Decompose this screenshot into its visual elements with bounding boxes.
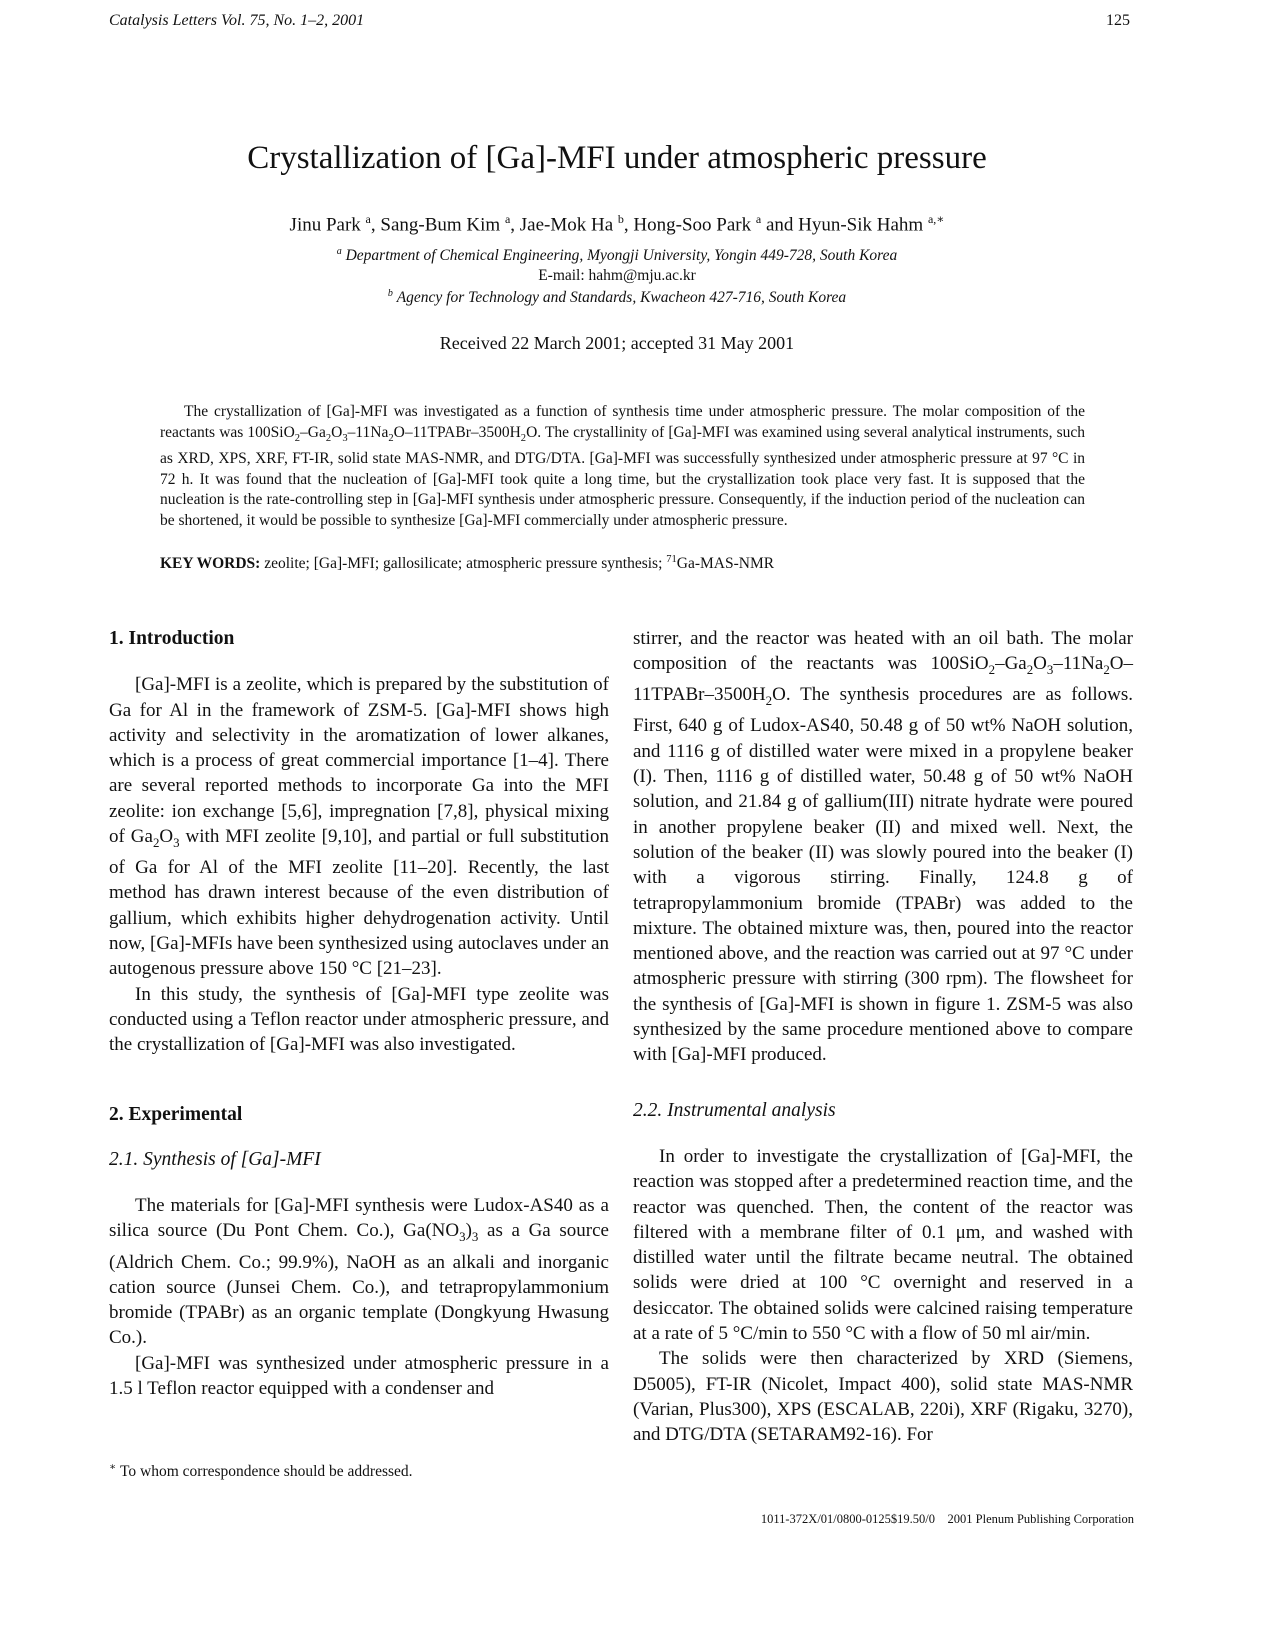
affiliation-a — [0, 246, 1234, 265]
subscript: 3 — [459, 1229, 466, 1245]
footnote-mark: ∗ — [109, 1462, 117, 1473]
subscript: 3 — [471, 1229, 479, 1245]
author-separator: , — [623, 214, 634, 236]
subscript: 3 — [1046, 662, 1054, 678]
body-text: O — [1033, 653, 1047, 675]
author-affil-mark: a — [504, 212, 511, 226]
subscript: 2 — [294, 432, 301, 444]
body-text: –11Na — [1053, 653, 1104, 675]
abstract-text: O. The crystallinity of [Ga]-MFI was examined using several analytical instruments, such as XRD, XPS, XRF, FT-IR, solid state MAS-NMR, and DTG/DTA. [Ga]-MFI was successfully synthesized under atmospheric pressure at 97 °C in 72 h. It was found that the nucleation of [Ga]-MFI took quite a long time, but the crystallization took place very fast. It is supposed that the nucleation is the rate-controlling step in [Ga]-MFI synthesis under atmospheric pressure. Consequently, if the induction period of the nucleation can be shortened, it would be possible to synthesize [Ga]-MFI commercially under atmospheric pressure. — [160, 423, 1085, 530]
body-text: as a Ga source (Aldrich Chem. Co.; 99.9%), NaOH as an alkali and inorganic cation source (Junsei Chem. Co.), and tetrapropylammonium bromide (TPABr) as an organic template (Dongkyung Hwasung Co.). — [109, 1220, 609, 1349]
affiliation-b-mark: b — [387, 288, 393, 299]
author-affil-mark: a — [755, 212, 762, 226]
right-column — [633, 626, 1133, 1448]
received-dates: Received 22 March 2001; accepted 31 May 2001 — [439, 333, 795, 353]
subsection-heading-synthesis: 2.1. Synthesis of [Ga]-MFI — [109, 1148, 321, 1170]
footnote-text: To whom correspondence should be addressed. — [120, 1463, 413, 1481]
page-number: 125 — [1106, 12, 1130, 29]
author-separator: and — [761, 214, 799, 236]
intro-paragraph-2: In this study, the synthesis of [Ga]-MFI type zeolite was conducted using a Teflon reactor under atmospheric pressure, and the crystallization of [Ga]-MFI was also investigated. — [109, 983, 609, 1056]
instrumental-paragraph-1: In order to investigate the crystallization of [Ga]-MFI, the reaction was stopped after a predetermined reaction time, and the reactor was quenched. Then, the content of the reactor was filtered with a membrane filter of 0.1 μm, and washed with distilled water until the filtrate became neutral. The obtained solids were dried at 100 °C overnight and reserved in a desiccator. The obtained solids were calcined raising temperature at a rate of 5 °C/min to 550 °C with a flow of 50 ml air/min. — [633, 1145, 1133, 1345]
subscript: 2 — [325, 432, 332, 444]
keywords-label: KEY WORDS: — [160, 555, 261, 573]
abstract-text: –11Na — [347, 423, 389, 441]
author-name: Sang-Bum Kim — [380, 214, 501, 236]
body-text: [Ga]-MFI is a zeolite, which is prepared by the substitution of Ga for Al in the framework of ZSM-5. [Ga]-MFI shows high activity and selectivity in the aromatization of lower alkanes, which is a process of great commercial importance [1–4]. There are several reported methods to incorporate Ga into the MFI zeolite: ion exchange [5,6], impregnation [7,8], physical mixing of Ga — [109, 674, 609, 848]
corresponding-author-footnote — [109, 1461, 413, 1481]
left-column — [109, 626, 609, 1401]
subscript: 2 — [1103, 662, 1110, 678]
synthesis-paragraph-3 — [633, 626, 1133, 1068]
affiliation-a-text: Department of Chemical Engineering, Myongji University, Yongin 449-728, South Korea — [345, 247, 898, 265]
subscript: 2 — [765, 693, 773, 709]
affiliation-b-text: Agency for Technology and Standards, Kwacheon 427-716, South Korea — [396, 289, 847, 307]
author-affil-mark: b — [617, 212, 624, 226]
author-name: Jae-Mok Ha — [519, 214, 614, 236]
section-heading-experimental: 2. Experimental — [109, 1103, 243, 1125]
abstract-text: –Ga — [300, 423, 326, 441]
affiliation-a-mark: a — [336, 246, 342, 257]
paper-title: Crystallization of [Ga]-MFI under atmospheric pressure — [247, 140, 987, 176]
instrumental-paragraph-2: The solids were then characterized by XRD (Siemens, D5005), FT-IR (Nicolet, Impact 400), solid state MAS-NMR (Varian, Plus300), XPS (ESCALAB, 220i), XRF (Rigaku, 3270), and DTG/DTA (SETARAM92-16). For — [633, 1348, 1133, 1446]
body-text: O–11TPABr–3500H — [633, 653, 1133, 706]
author-affil-mark: a,∗ — [927, 212, 945, 226]
synthesis-paragraph-2: [Ga]-MFI was synthesized under atmospheric pressure in a 1.5 l Teflon reactor equipped with a condenser and — [109, 1352, 609, 1400]
body-text: O. The synthesis procedures are as follows. First, 640 g of Ludox-AS40, 50.48 g of 50 wt% NaOH solution, and 1116 g of distilled water were mixed in a propylene beaker (I). Then, 1116 g of distilled water, 50.48 g of 50 wt% NaOH solution, and 21.84 g of gallium(III) nitrate hydrate were poured in another propylene beaker (II) and mixed well. Next, the solution of the beaker (II) was slowly poured into the beaker (I) with a vigorous stirring. Finally, 124.8 g of tetrapropylammonium bromide (TPABr) was added to the mixture. The obtained mixture was, then, poured into the reactor mentioned above, and the reaction was carried out at 97 °C under atmospheric pressure with stirring (300 rpm). The flowsheet for the synthesis of [Ga]-MFI is shown in figure 1. ZSM-5 was also synthesized by the same procedure mentioned above to compare with [Ga]-MFI produced. — [633, 684, 1133, 1066]
keywords-tail: Ga-MAS-NMR — [676, 555, 775, 573]
subscript: 2 — [388, 432, 394, 444]
intro-paragraph-1 — [109, 672, 609, 981]
author-affil-mark: a — [365, 212, 371, 226]
author-name: Jinu Park — [289, 214, 361, 236]
author-name: Hong-Soo Park — [633, 214, 752, 236]
body-text: O — [159, 826, 174, 848]
body-text: ) — [465, 1220, 472, 1242]
journal-running-head: Catalysis Letters Vol. 75, No. 1–2, 2001 — [109, 12, 365, 29]
author-separator: , — [370, 214, 381, 236]
subscript: 2 — [152, 834, 160, 850]
body-text: The materials for [Ga]-MFI synthesis were Ludox-AS40 as a silica source (Du Pont Chem. Co.), Ga(NO — [109, 1195, 609, 1242]
abstract-text: O–11TPABr–3500H — [393, 423, 521, 441]
author-email: E-mail: hahm@mju.ac.kr — [538, 267, 696, 284]
copyright-line: 1011-372X/01/0800-0125$19.50/0 2001 Plenum Publishing Corporation — [760, 1512, 1134, 1526]
keywords — [160, 554, 1085, 573]
subscript: 3 — [173, 834, 180, 850]
synthesis-paragraph-1 — [109, 1193, 609, 1351]
author-list — [0, 212, 1234, 236]
subscript: 3 — [342, 432, 348, 444]
abstract — [160, 402, 1085, 532]
author-name: Hyun-Sik Hahm — [798, 214, 924, 236]
body-text: with MFI zeolite [9,10], and partial or full substitution of Ga for Al of the MFI zeolite [11–20]. Recently, the last method has drawn interest because of the even distribution of gallium, which exhibits higher dehydrogenation activity. Until now, [Ga]-MFIs have been synthesized using autoclaves under an autogenous pressure above 150 °C [21–23]. — [109, 826, 609, 980]
abstract-text: The crystallization of [Ga]-MFI was investigated as a function of synthesis time under atmospheric pressure. The molar composition of the reactants was 100SiO — [160, 403, 1085, 441]
subsection-heading-instrumental: 2.2. Instrumental analysis — [633, 1099, 836, 1121]
keywords-isotope: 71 — [666, 554, 677, 565]
subscript: 2 — [1026, 662, 1034, 678]
body-text: –Ga — [995, 653, 1027, 675]
author-separator: , — [510, 214, 520, 236]
abstract-text: O — [331, 423, 343, 441]
affiliation-b — [0, 288, 1234, 307]
subscript: 2 — [520, 432, 527, 444]
keywords-text: zeolite; [Ga]-MFI; gallosilicate; atmospheric pressure synthesis; — [264, 555, 663, 573]
section-heading-introduction: 1. Introduction — [109, 628, 235, 649]
subscript: 2 — [988, 662, 996, 678]
body-text: stirrer, and the reactor was heated with an oil bath. The molar composition of the reactants was 100SiO — [633, 628, 1133, 675]
